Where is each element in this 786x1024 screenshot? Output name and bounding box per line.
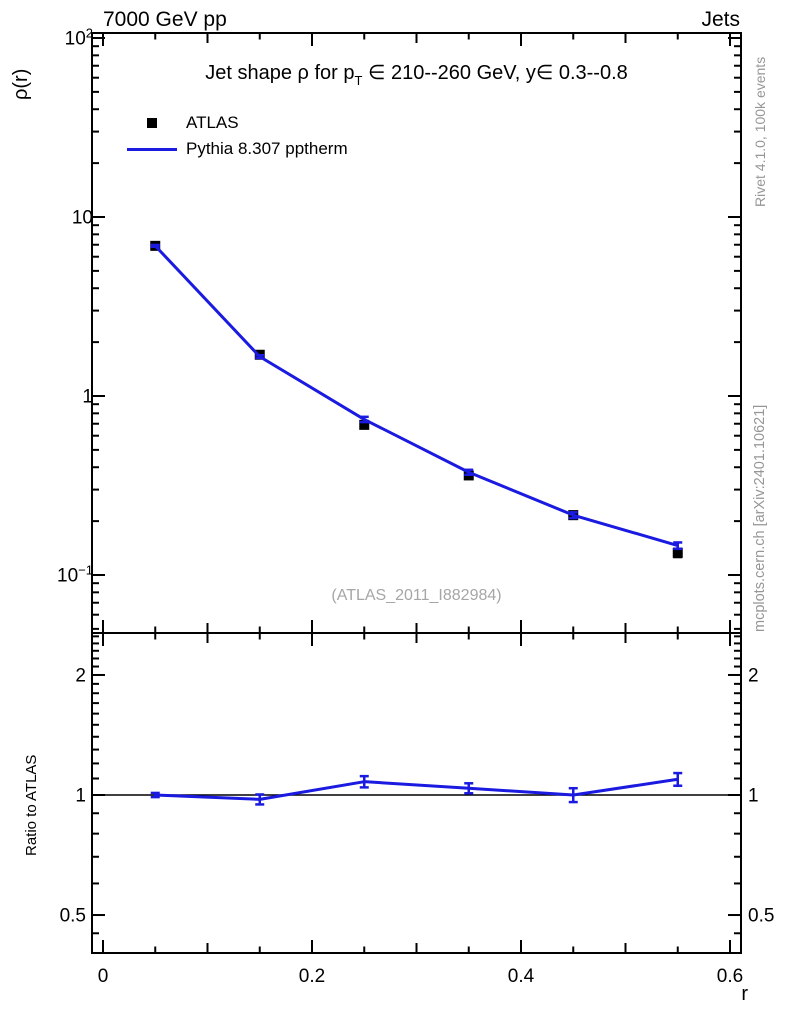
- x-axis-label: r: [741, 983, 748, 1005]
- side-note-source: mcplots.cern.ch [arXiv:2401.10621]: [752, 404, 768, 632]
- legend-marker-cell: [126, 148, 178, 151]
- svg-text:102: $10^2$: [64, 25, 93, 50]
- plot-title-subscript: T: [354, 73, 363, 88]
- axis-tick-labels: [57, 26, 774, 988]
- svg-text:0.2: 0.2: [298, 966, 326, 987]
- svg-text:0.5: 0.5: [59, 905, 86, 927]
- axis-ticks: [92, 33, 741, 953]
- ratio-frame: [92, 633, 741, 953]
- line-marker-icon: [127, 148, 177, 151]
- svg-text:0.5: 0.5: [748, 905, 775, 927]
- legend-item-mc: [126, 136, 348, 162]
- plot-title-pre: Jet shape ρ for p: [205, 62, 355, 84]
- svg-text:2: 2: [75, 665, 86, 687]
- square-marker-icon: [147, 118, 157, 128]
- analysis-watermark: (ATLAS_2011_I882984): [331, 587, 502, 604]
- svg-text:0.6: 0.6: [716, 966, 744, 987]
- series-atlas: [150, 241, 683, 558]
- series-pythia: [151, 245, 683, 549]
- y-axis-label-main: ρ(r): [10, 68, 32, 100]
- legend: [126, 110, 348, 162]
- mc-curve: [155, 246, 678, 546]
- legend-item-data: [126, 110, 348, 136]
- legend-label: Pythia 8.307 pptherm: [186, 139, 348, 158]
- legend-marker-cell: [126, 118, 178, 128]
- ratio-curve: [155, 779, 678, 799]
- y-axis-label-ratio: Ratio to ATLAS: [23, 754, 40, 856]
- svg-text:1: 1: [82, 386, 93, 408]
- svg-text:0.4: 0.4: [507, 966, 535, 987]
- plot-title-post: ∈ 210--260 GeV, y∈ 0.3--0.8: [362, 62, 628, 84]
- svg-text:10−1: $10^{-1}$: [57, 562, 93, 587]
- side-note-generator-version: Rivet 4.1.0, 100k events: [752, 56, 768, 207]
- header-beam-energy: 7000 GeV pp: [103, 8, 227, 31]
- legend-label: ATLAS: [186, 113, 239, 132]
- series-ratio: [151, 773, 683, 804]
- plot-title: [92, 60, 741, 88]
- svg-text:2: 2: [748, 665, 759, 687]
- header-analysis-group: Jets: [701, 8, 740, 31]
- svg-text:1: 1: [75, 785, 86, 807]
- svg-text:0: 0: [97, 966, 109, 987]
- svg-text:1: 1: [748, 785, 759, 807]
- svg-text:10: 10: [71, 207, 93, 229]
